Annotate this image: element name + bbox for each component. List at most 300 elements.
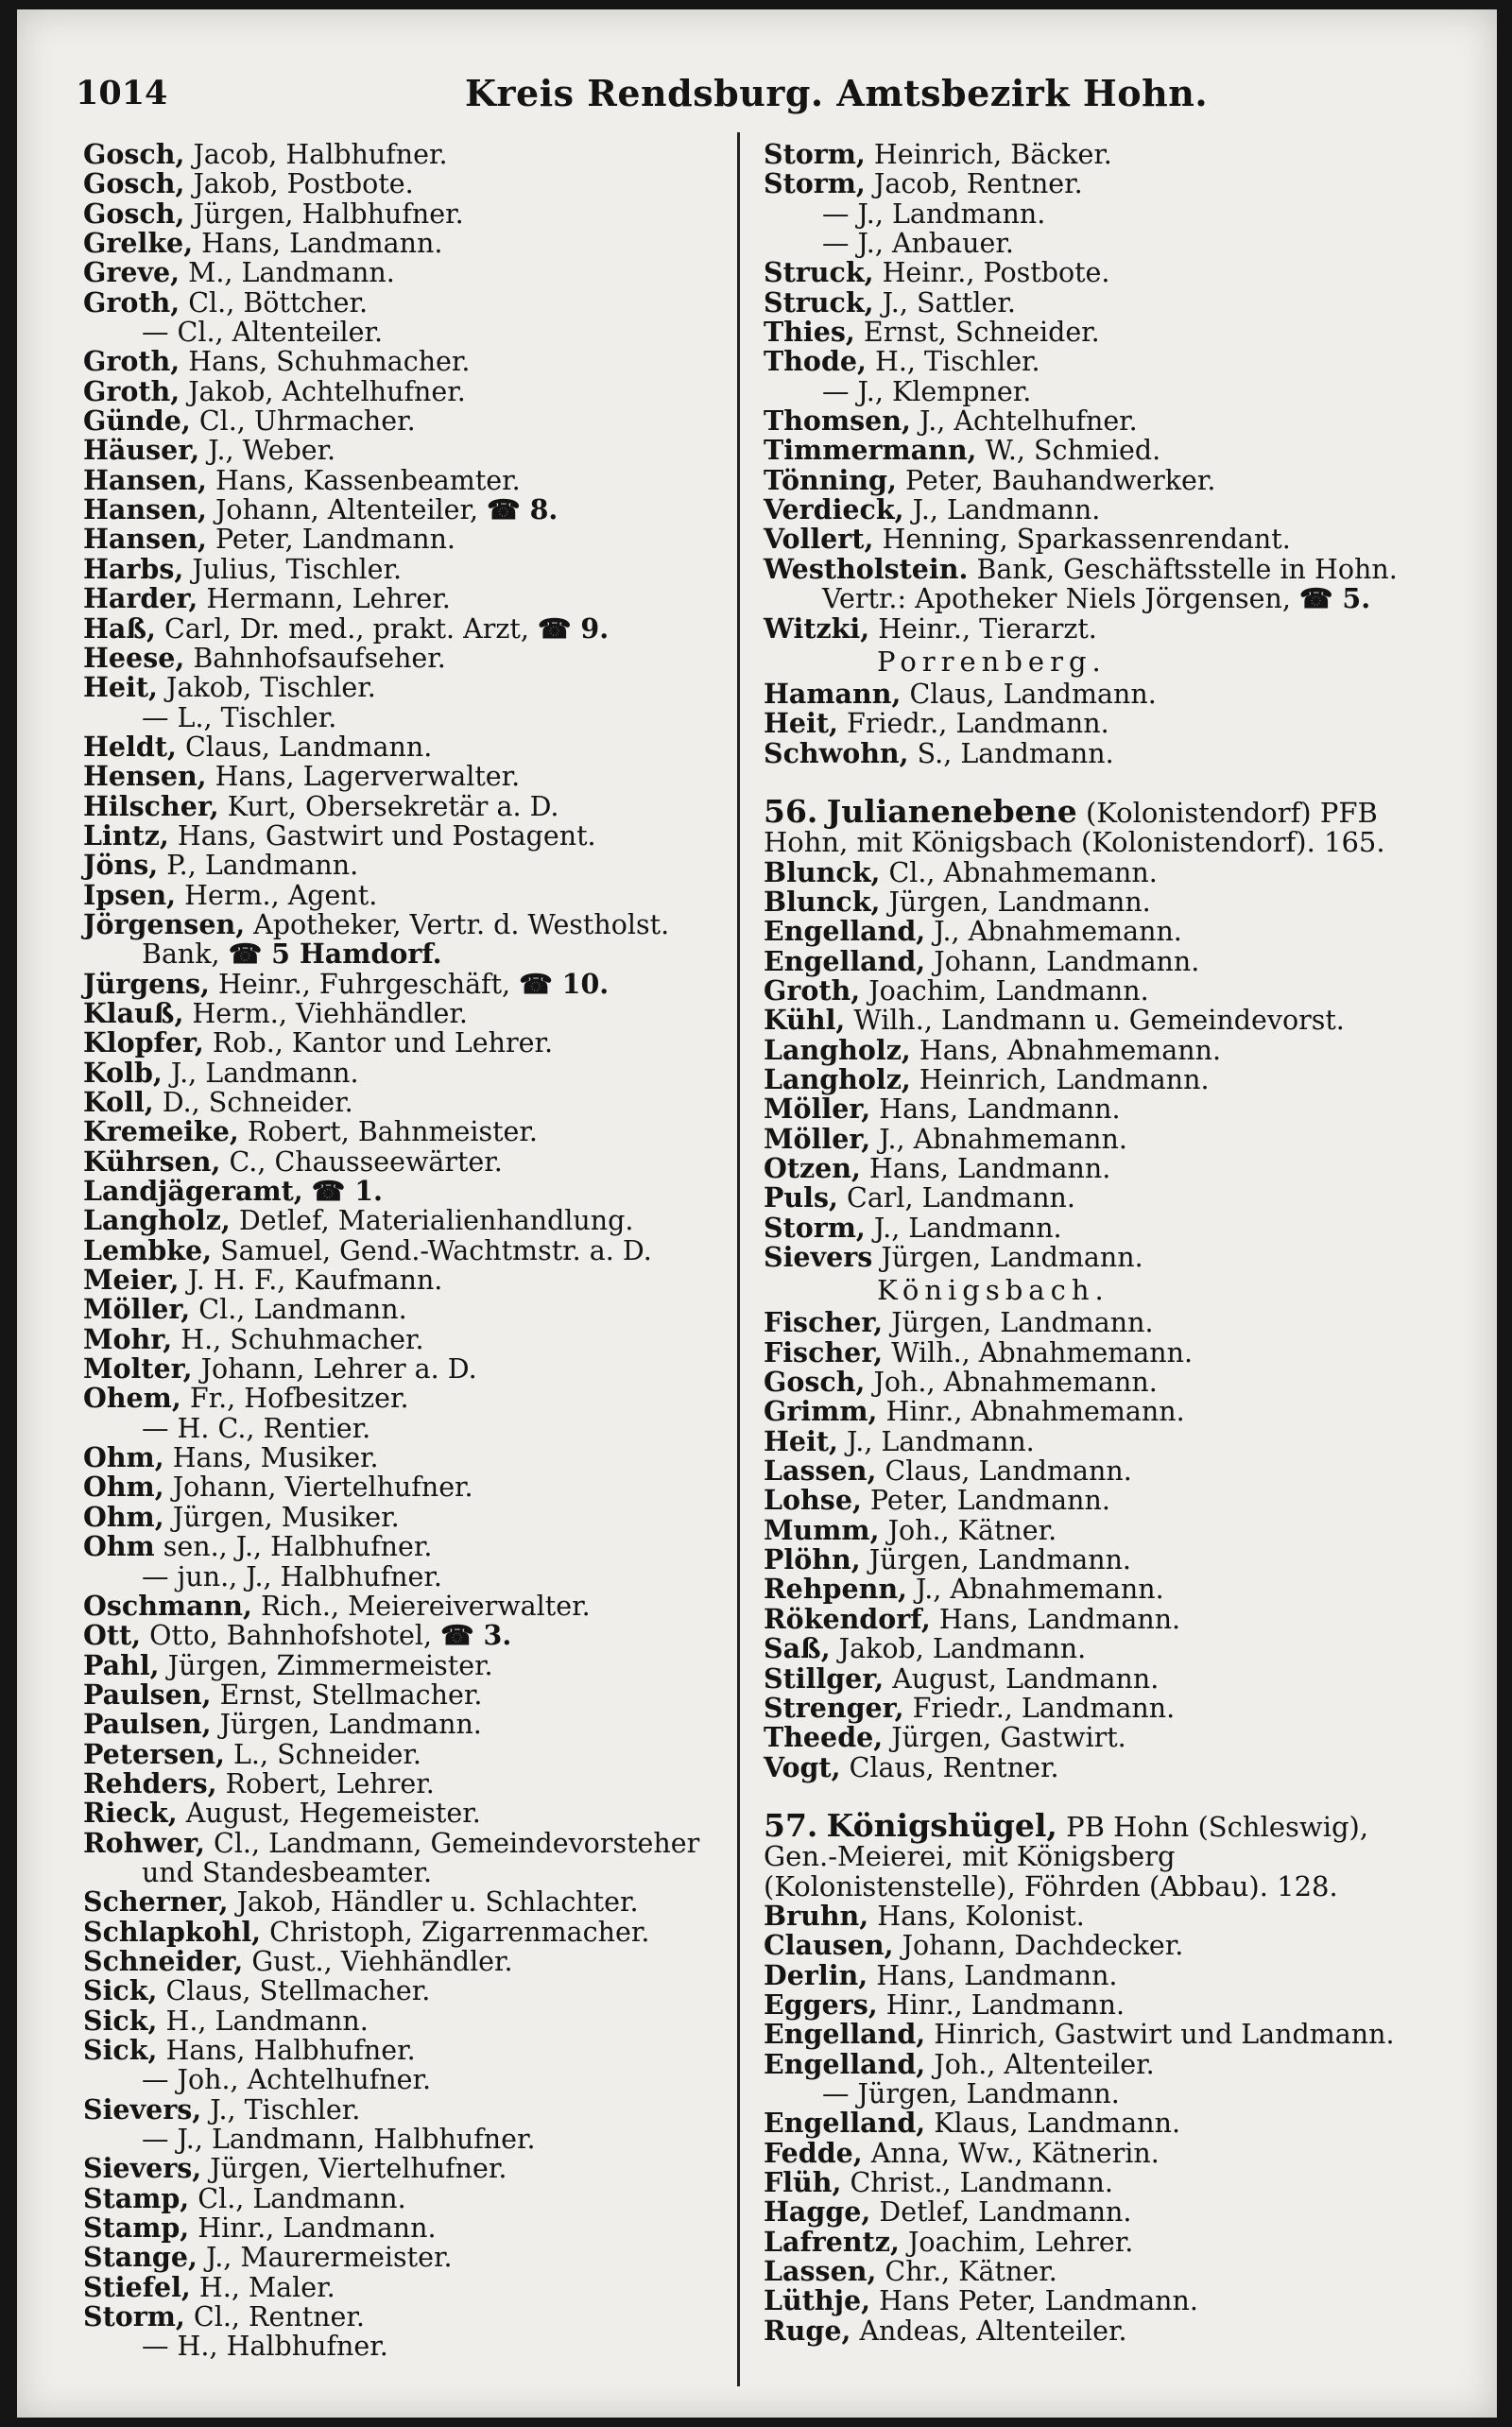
directory-entry	[764, 2257, 1491, 2286]
entry-details: Hans, Gastwirt und Postagent.	[168, 819, 596, 852]
entry-name: Plöhn,	[764, 1543, 861, 1576]
directory-entry	[83, 1056, 735, 1089]
directory-entry	[83, 732, 735, 762]
entry-details: Jürgen, Musiker.	[163, 1501, 400, 1533]
directory-entry	[764, 436, 1491, 465]
directory-entry	[764, 1456, 1491, 1486]
entry-name: Grelke,	[83, 227, 194, 260]
entry-name: Flüh,	[764, 2166, 842, 2198]
entry-details: Peter, Landmann.	[861, 1485, 1110, 1517]
directory-entry	[764, 1723, 1491, 1752]
entry-name: Struck,	[764, 285, 874, 318]
directory-entry	[83, 584, 735, 613]
entry-name: Hagge,	[764, 2195, 871, 2229]
entry-name: Rökendorf,	[764, 1602, 931, 1635]
entry-details: H., Maler.	[190, 2271, 335, 2303]
directory-entry	[83, 318, 735, 347]
directory-entry	[83, 1532, 735, 1561]
entry-details: J., Abnahmemann.	[925, 916, 1182, 948]
entry-details: J., Abnahmemann.	[870, 1123, 1127, 1155]
entry-details: Heinrich, Landmann.	[910, 1063, 1210, 1095]
entry-name: Storm,	[764, 167, 866, 200]
entry-details: Claus, Landmann.	[176, 731, 433, 763]
entry-details: J. H. F., Kaufmann.	[179, 1265, 443, 1297]
entry-details: Joh., Altenteiler.	[925, 2048, 1155, 2080]
entry-name: Jöns,	[83, 849, 159, 882]
entry-details: Bahnhofsaufseher.	[184, 642, 446, 674]
entry-details: Hans, Kassenbeamter.	[206, 464, 521, 496]
entry-name: Gosch,	[764, 1366, 866, 1399]
entry-details: August, Landmann.	[884, 1662, 1160, 1695]
entry-details: Claus, Rentner.	[840, 1751, 1059, 1783]
directory-entry	[83, 851, 735, 880]
entry-name: Kremeike,	[83, 1115, 239, 1148]
directory-entry	[764, 2168, 1491, 2197]
directory-entry	[83, 552, 735, 585]
entry-details: Christ., Landmann.	[841, 2167, 1113, 2198]
entry-details: J., Landmann.	[865, 1212, 1062, 1244]
directory-entry	[764, 1750, 1491, 1783]
entry-name: Gosch,	[83, 138, 185, 170]
directory-entry	[83, 1414, 735, 1443]
entry-name: Lassen,	[764, 1454, 877, 1488]
directory-entry	[764, 347, 1491, 376]
entry-name: Tönning,	[764, 463, 897, 496]
directory-entry	[764, 552, 1491, 585]
entry-details: Joh., Abnahmemann.	[865, 1367, 1158, 1399]
entry-details: August, Hegemeister.	[177, 1798, 481, 1830]
entry-details: Jürgen, Landmann.	[880, 886, 1151, 918]
directory-entry	[764, 1691, 1491, 1724]
directory-entry	[83, 463, 735, 496]
entry-name: Sick,	[83, 1974, 158, 2007]
directory-entry	[83, 2302, 735, 2332]
entry-details: und Standesbeamter.	[142, 1856, 433, 1888]
entry-name: Hansen,	[83, 523, 207, 556]
directory-entry	[83, 1206, 735, 1235]
directory-entry	[83, 1384, 735, 1413]
entry-details: Hans, Landmann.	[930, 1603, 1181, 1635]
directory-entry	[83, 2154, 735, 2183]
entry-name: Strenger,	[764, 1691, 904, 1724]
entry-details: — J., Anbauer.	[822, 228, 1014, 260]
directory-entry	[764, 887, 1491, 917]
entry-name: Ohm,	[83, 1441, 164, 1474]
entry-details: H., Tischler.	[866, 346, 1040, 378]
entry-details: J., Abnahmemann.	[906, 1574, 1164, 1606]
directory-entry	[83, 2270, 735, 2303]
entry-name: Timmermann,	[764, 434, 977, 467]
entry-details: Johann, Viertelhufner.	[163, 1472, 473, 1504]
directory-entry	[764, 1513, 1491, 1546]
directory-entry	[83, 1354, 735, 1384]
entry-name: Thomsen,	[764, 404, 911, 438]
directory-entry	[764, 1545, 1491, 1575]
entry-details: Detlef, Materialienhandlung.	[230, 1205, 634, 1237]
directory-entry	[764, 677, 1491, 710]
koenigshuegel-number: 57.	[764, 1806, 818, 1844]
entry-name: Blunck,	[764, 885, 881, 918]
koenigshuegel-name: Königshügel,	[826, 1806, 1057, 1844]
entry-name: Haß,	[83, 611, 156, 645]
directory-entry	[83, 199, 735, 229]
entry-name: Fischer,	[764, 1335, 884, 1368]
directory-entry	[764, 1368, 1491, 1397]
porrenberg-heading: Porrenberg.	[877, 645, 1107, 678]
phone-number: ☎ 5.	[1298, 582, 1371, 615]
entry-name: Thode,	[764, 345, 867, 378]
entry-details: Fr., Hofbesitzer.	[180, 1383, 409, 1415]
entry-details: W., Schmied.	[976, 435, 1161, 467]
koenigshuegel-list	[764, 1899, 1491, 2347]
phone-number: ☎ 8.	[487, 493, 558, 526]
phone-number: ☎ 5 Hamdorf.	[228, 938, 442, 971]
directory-entry	[764, 199, 1491, 229]
directory-entry	[764, 2286, 1491, 2315]
entry-details: Peter, Landmann.	[206, 524, 455, 556]
directory-entry	[764, 1661, 1491, 1695]
entry-name: Derlin,	[764, 1958, 868, 1991]
entry-name: Stamp,	[83, 2212, 190, 2245]
directory-entry	[83, 169, 735, 198]
directory-entry	[764, 140, 1491, 169]
directory-entry	[764, 1990, 1491, 2020]
entry-name: Eggers,	[764, 1988, 878, 2021]
entry-details: Wilh., Landmann u. Gemeindevorst.	[845, 1005, 1345, 1037]
entry-details: Hinr., Abnahmemann.	[877, 1396, 1185, 1428]
entry-name: Pahl,	[83, 1648, 160, 1681]
directory-entry	[83, 1589, 735, 1622]
directory-entry	[764, 495, 1491, 525]
entry-details: Rich., Meiereiverwalter.	[251, 1590, 591, 1622]
directory-entry	[83, 374, 735, 407]
entry-details: Cl., Landmann, Gemeindevorsteher	[204, 1827, 700, 1859]
entry-name: Heit,	[764, 1424, 838, 1457]
entry-name: Schwohn,	[764, 736, 909, 769]
entry-details: Friedr., Landmann.	[903, 1692, 1176, 1724]
directory-entry	[764, 973, 1491, 1007]
directory-entry	[83, 1976, 735, 2005]
entry-details: Robert, Bahnmeister.	[238, 1116, 538, 1148]
koenigsbach-heading: Königsbach.	[877, 1274, 1109, 1307]
directory-entry	[83, 1177, 735, 1206]
entry-name: Jörgensen,	[83, 907, 246, 940]
entry-details: J., Achtelhufner.	[910, 405, 1138, 438]
entry-details: Hinr., Landmann.	[877, 1988, 1125, 2021]
entry-name: Hamann,	[764, 677, 902, 710]
entry-name: Petersen,	[83, 1737, 225, 1770]
entry-name: Heese,	[83, 641, 185, 674]
porrenberg-list	[764, 677, 1491, 769]
entry-details: Klaus, Landmann.	[925, 2108, 1181, 2140]
directory-entry	[83, 347, 735, 376]
directory-entry	[83, 1028, 735, 1058]
directory-entry	[764, 1899, 1491, 1932]
directory-entry	[83, 1562, 735, 1592]
entry-name: Kolb,	[83, 1056, 163, 1089]
entry-name: Molter,	[83, 1352, 193, 1386]
directory-entry	[83, 762, 735, 791]
entry-details: Jakob, Händler u. Schlachter.	[228, 1886, 639, 1919]
entry-name: Ohm	[83, 1530, 155, 1563]
entry-name: Storm,	[764, 138, 866, 170]
entry-details: J., Landmann.	[162, 1057, 359, 1089]
directory-entry	[764, 1602, 1491, 1635]
entry-name: Otzen,	[764, 1152, 861, 1184]
entry-details: Heinr., Tierarzt.	[869, 612, 1097, 645]
directory-entry	[764, 1183, 1491, 1213]
phone-number: ☎ 3.	[440, 1619, 512, 1652]
entry-details: Jürgen, Zimmermeister.	[159, 1649, 493, 1681]
entry-details: Hinrich, Gastwirt und Landmann.	[925, 2019, 1395, 2051]
entry-name: Grimm,	[764, 1395, 878, 1428]
directory-entry	[764, 229, 1491, 258]
entry-name: Storm,	[764, 1211, 866, 1244]
koenigshuegel-heading	[764, 1806, 1416, 1902]
entry-details: Ernst, Stellmacher.	[211, 1678, 483, 1711]
entry-name: Scherner,	[83, 1885, 229, 1919]
directory-entry	[83, 2065, 735, 2094]
entry-details: Kurt, Obersekretär a. D.	[218, 790, 559, 822]
directory-entry	[83, 1265, 735, 1295]
entry-details: H., Landmann.	[157, 2005, 369, 2037]
entry-details: Jürgen, Halbhufner.	[184, 198, 464, 230]
directory-entry	[83, 525, 735, 554]
entry-details: — J., Landmann.	[822, 198, 1046, 230]
entry-details: Cl., Uhrmacher.	[190, 405, 416, 438]
entry-details: J., Landmann.	[837, 1425, 1035, 1457]
entry-name: Möller,	[764, 1093, 871, 1126]
entry-name: Hansen,	[83, 493, 207, 526]
entry-name: Witzki,	[764, 611, 870, 645]
directory-entry	[764, 1335, 1491, 1368]
directory-entry	[764, 2197, 1491, 2227]
directory-entry	[764, 1122, 1491, 1155]
julianenebene-desc: (Kolonistendorf) PFB Hohn, mit Königsbach (Kolonistendorf). 165.	[764, 796, 1385, 859]
entry-details: Hans, Schuhmacher.	[180, 346, 471, 378]
entry-details: Jürgen, Landmann.	[883, 1307, 1154, 1339]
entry-details: Bank,	[142, 938, 229, 971]
directory-entry	[83, 2243, 735, 2272]
entry-name: Vollert,	[764, 523, 874, 556]
entry-name: Kühl,	[764, 1004, 846, 1037]
directory-entry	[83, 939, 735, 969]
directory-entry	[83, 1710, 735, 1739]
entry-name: Klopfer,	[83, 1026, 204, 1059]
entry-name: Struck,	[764, 256, 874, 289]
storm-to-witzki-list	[764, 140, 1491, 644]
directory-entry	[83, 140, 735, 169]
directory-entry	[764, 1931, 1491, 1960]
directory-entry	[83, 2181, 735, 2214]
entry-details: Jakob, Postbote.	[184, 168, 414, 200]
entry-name: Heit,	[83, 671, 158, 704]
entry-name: Schlapkohl,	[83, 1915, 262, 1948]
directory-entry	[83, 2125, 735, 2154]
entry-name: Lintz,	[83, 818, 169, 852]
entry-name: Meier,	[83, 1264, 180, 1297]
entry-details: Gust., Viehhändler.	[243, 1945, 513, 1977]
directory-entry	[764, 1634, 1491, 1663]
directory-entry	[83, 1621, 735, 1650]
entry-details: S., Landmann.	[908, 737, 1114, 769]
entry-name: Landjägeramt,	[83, 1175, 303, 1208]
directory-entry	[83, 1472, 735, 1502]
phone-number: ☎ 10.	[519, 967, 610, 1000]
entry-details: Johann, Lehrer a. D.	[192, 1353, 477, 1386]
entry-name: Langholz,	[764, 1062, 911, 1095]
entry-name: Engelland,	[764, 944, 926, 977]
directory-entry	[83, 1088, 735, 1117]
directory-entry	[764, 2109, 1491, 2138]
entry-name: Mohr,	[83, 1322, 173, 1355]
entry-details: Joh., Kätner.	[879, 1514, 1057, 1546]
directory-entry	[764, 2047, 1491, 2080]
directory-entry	[83, 1443, 735, 1472]
entry-name: Langholz,	[83, 1204, 231, 1237]
entry-details: Rob., Kantor und Lehrer.	[203, 1027, 554, 1059]
julianenebene-number: 56.	[764, 792, 818, 830]
entry-name: Clausen,	[764, 1929, 894, 1962]
entry-details: J., Weber.	[199, 435, 336, 467]
column-divider	[737, 132, 740, 2386]
entry-name: Thies,	[764, 316, 855, 349]
entry-details: Jacob, Rentner.	[865, 168, 1083, 200]
directory-entry	[83, 1648, 735, 1681]
entry-details: Anna, Ww., Kätnerin.	[862, 2137, 1160, 2169]
entry-details: Jürgen, Landmann.	[872, 1242, 1143, 1274]
entry-details: Jakob, Achtelhufner.	[180, 375, 466, 407]
entry-details: Johann, Landmann.	[925, 945, 1200, 977]
entry-name: Rehpenn,	[764, 1573, 907, 1606]
entry-details: Jürgen, Gastwirt.	[883, 1722, 1126, 1754]
entry-details: Henning, Sparkassenrendant.	[873, 524, 1291, 556]
directory-entry	[83, 2006, 735, 2036]
entry-name: Engelland,	[764, 915, 926, 948]
entry-name: Groth,	[83, 374, 180, 407]
directory-entry	[83, 789, 735, 822]
directory-entry	[764, 2020, 1491, 2049]
entry-details: Wilh., Abnahmemann.	[883, 1336, 1194, 1368]
entry-name: Langholz,	[764, 1033, 911, 1066]
entry-details: sen., J., Halbhufner.	[154, 1531, 433, 1563]
entry-name: Rohwer,	[83, 1826, 205, 1859]
entry-name: Lafrentz,	[764, 2225, 900, 2258]
entry-name: Greve,	[83, 256, 180, 289]
entry-details: — Joh., Achtelhufner.	[142, 2064, 432, 2096]
entry-name: Rehders,	[83, 1766, 217, 1799]
directory-entry	[764, 1094, 1491, 1124]
julianenebene-heading	[764, 792, 1416, 859]
entry-name: Ipsen,	[83, 878, 177, 911]
entry-name: Stamp,	[83, 2181, 190, 2214]
directory-entry	[764, 285, 1491, 318]
entry-details: Hans, Landmann.	[860, 1153, 1111, 1184]
directory-entry	[764, 1243, 1491, 1272]
entry-name: Engelland,	[764, 2047, 926, 2080]
entry-name: Sievers	[764, 1241, 873, 1274]
entry-details: Hans, Kolonist.	[868, 1900, 1085, 1932]
entry-details: — J., Landmann, Halbhufner.	[142, 2124, 536, 2156]
koenigshuegel-desc: PB Hohn (Schleswig), Gen.-Meierei, mit Königsberg (Kolonistenstelle), Föhrden (Abbau). 128.	[764, 1810, 1369, 1902]
entry-name: Häuser,	[83, 434, 200, 467]
entry-details: Heinrich, Bäcker.	[865, 139, 1112, 170]
entry-name: Jürgens,	[83, 967, 210, 1000]
entry-details: Claus, Stellmacher.	[157, 1975, 431, 2007]
entry-details: — Jürgen, Landmann.	[822, 2077, 1120, 2109]
directory-entry	[764, 1154, 1491, 1183]
entry-details: Hans, Landmann.	[870, 1093, 1121, 1126]
entry-name: Stiefel,	[83, 2270, 191, 2303]
directory-entry	[83, 967, 735, 1000]
koenigsbach-list	[764, 1308, 1491, 1782]
entry-details: P., Landmann.	[158, 850, 359, 882]
directory-entry	[764, 1211, 1491, 1244]
entry-name: Lohse,	[764, 1484, 862, 1517]
page-number: 1014	[76, 74, 168, 112]
entry-name: Paulsen,	[83, 1708, 212, 1741]
entry-details: Otto, Bahnhofshotel,	[141, 1620, 441, 1652]
directory-entry	[83, 436, 735, 465]
entry-name: Westholstein.	[764, 552, 969, 585]
entry-name: Gosch,	[83, 197, 185, 230]
entry-details: Joachim, Landmann.	[860, 974, 1149, 1007]
entry-name: Heldt,	[83, 730, 177, 763]
directory-entry	[764, 1397, 1491, 1426]
entry-name: Ohm,	[83, 1500, 164, 1533]
directory-entry	[764, 944, 1491, 977]
directory-entry	[764, 169, 1491, 198]
directory-entry	[764, 611, 1491, 645]
running-head: Kreis Rendsburg. Amtsbezirk Hohn.	[465, 72, 1209, 114]
entry-details: Heinr., Postbote.	[873, 257, 1110, 289]
entry-name: Engelland,	[764, 2107, 926, 2140]
entry-name: Sick,	[83, 2004, 158, 2037]
directory-entry	[83, 1766, 735, 1799]
directory-entry	[764, 463, 1491, 496]
julianenebene-name: Julianenebene	[826, 792, 1077, 830]
directory-entry	[83, 878, 735, 911]
entry-name: Hilscher,	[83, 789, 219, 822]
directory-entry	[764, 318, 1491, 347]
entry-details: Samuel, Gend.-Wachtmstr. a. D.	[212, 1234, 652, 1266]
directory-entry	[764, 855, 1491, 888]
entry-details: Hans, Landmann.	[868, 1959, 1118, 1991]
entry-name: Stillger,	[764, 1661, 885, 1695]
directory-entry	[83, 907, 735, 940]
entry-details: Ernst, Schneider.	[854, 317, 1100, 349]
entry-details: Jakob, Tischler.	[157, 672, 376, 704]
entry-name: Ruge,	[764, 2314, 851, 2347]
entry-name: Theede,	[764, 1721, 884, 1754]
entry-name: Schneider,	[83, 1944, 244, 1977]
phone-number: ☎ 9.	[537, 611, 610, 645]
entry-name: Oschmann,	[83, 1589, 252, 1622]
directory-entry	[83, 1799, 735, 1828]
entry-name: Storm,	[83, 2300, 185, 2333]
entry-details: Hans, Landmann.	[193, 228, 443, 260]
directory-entry	[764, 736, 1491, 769]
directory-entry	[83, 1322, 735, 1355]
directory-entry	[83, 2332, 735, 2361]
entry-details: Chr., Kätner.	[876, 2256, 1057, 2288]
entry-name: Sick,	[83, 2034, 158, 2066]
entry-name: Lüthje,	[764, 2284, 871, 2317]
directory-entry	[764, 2316, 1491, 2346]
directory-entry	[83, 996, 735, 1029]
entry-name: Klauß,	[83, 996, 184, 1029]
entry-details: H., Schuhmacher.	[172, 1323, 424, 1355]
